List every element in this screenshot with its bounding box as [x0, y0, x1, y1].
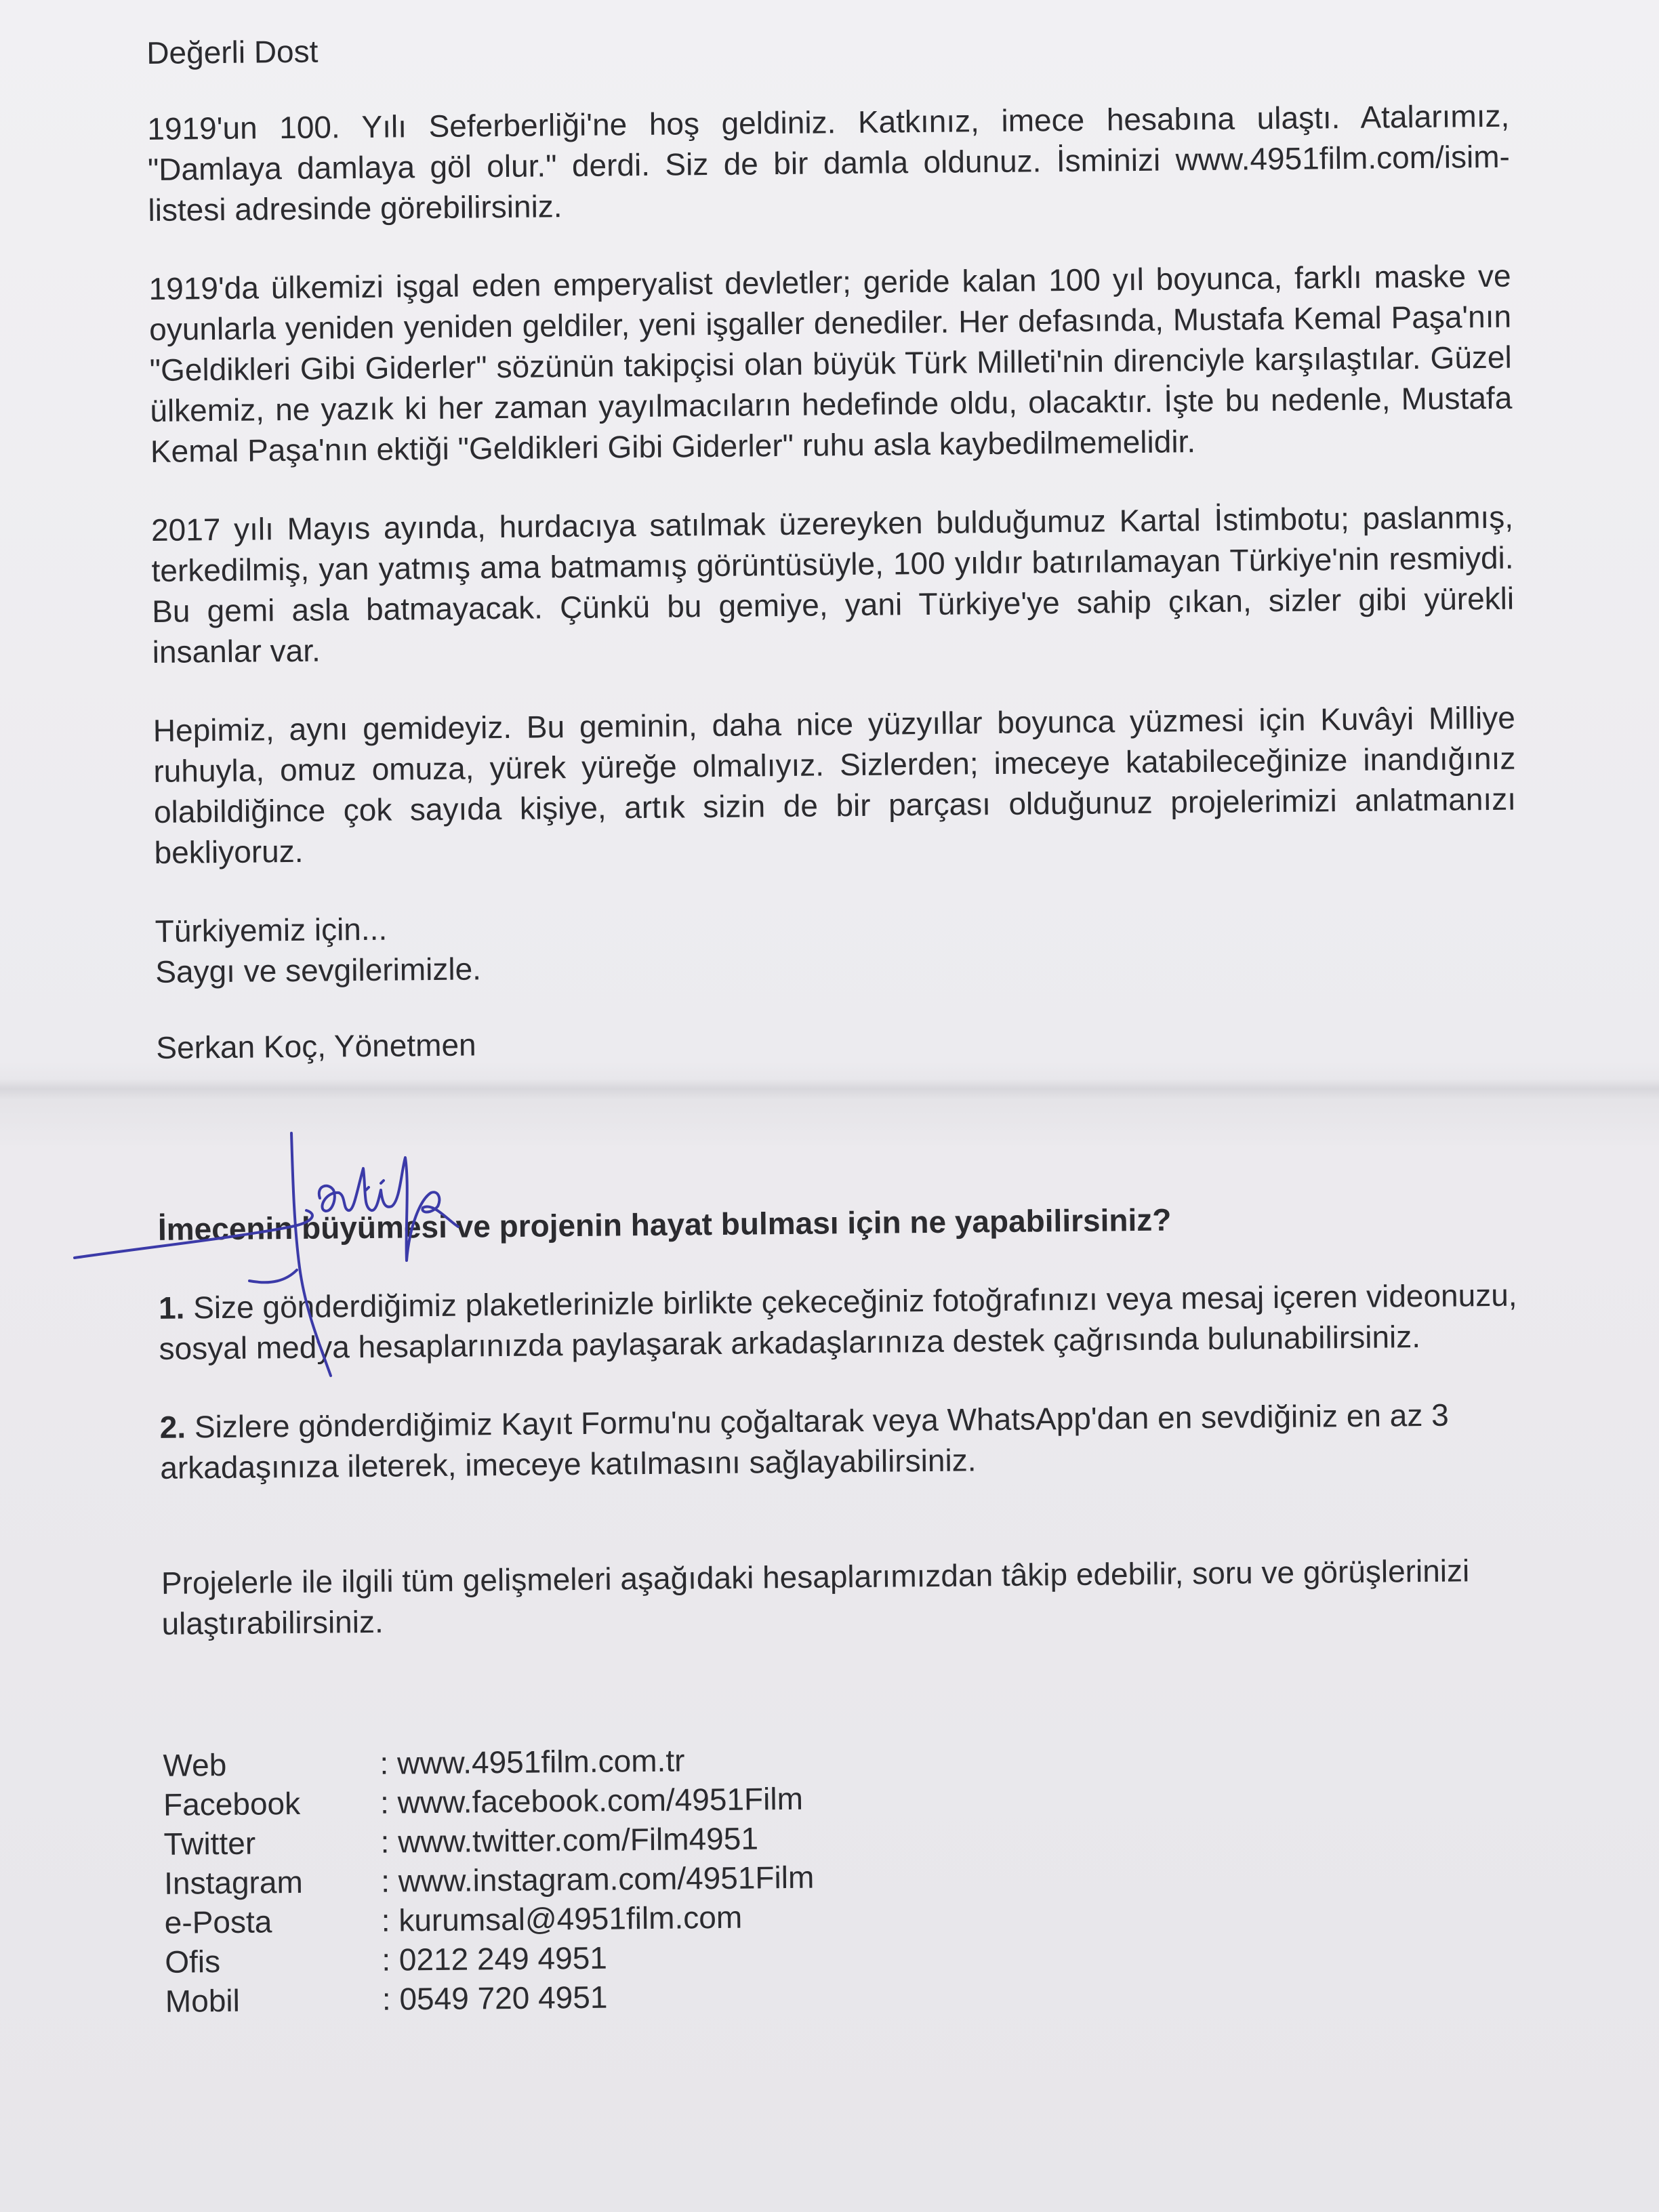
paragraph-1: 1919'un 100. Yılı Seferberliği'ne hoş geldiniz. Katkınız, imece hesabına ulaştı. Atalarımız, "Damlaya damlaya göl olur." derdi. Siz de bir damla oldunuz. İsminizi www.4951film.com/isim-listesi adresinde görebilirsiniz. — [147, 98, 1511, 228]
letter-content — [146, 20, 1528, 2021]
follow-text: Projelerle ile ilgili tüm gelişmeleri aşağıdaki hesaplarımızdan tâkip edebilir, soru ve görüşlerinizi ulaştırabilirsiniz. — [161, 1553, 1470, 1641]
contact-value-twitter: : www.twitter.com/Film4951 — [380, 1820, 759, 1860]
contact-value-email: : kurumsal@4951film.com — [381, 1899, 743, 1938]
list-item-number: 2. — [159, 1409, 186, 1445]
paragraph-4: Hepimiz, aynı gemideyiz. Bu geminin, daha nice yüzyıllar boyunca yüzmesi için Kuvâyi Milliye ruhuyla, omuz omuza, yürek yüreğe olmalıyız. Sizlerden; imeceye katabileceğinize inandığınız olabildiğince çok sayıda kişiye, artık sizin de bir parçası olduğunuz projelerimizi anlatmanızı bekliyoruz. — [152, 699, 1517, 870]
contacts-list — [163, 1733, 1528, 2021]
contact-value-facebook: : www.facebook.com/4951Film — [380, 1780, 804, 1820]
signer-name: Serkan Koç, Yönetmen — [156, 1027, 476, 1065]
question-heading: İmecenin büyümesi ve projenin hayat bulması için ne yapabilirsiniz? — [157, 1202, 1172, 1247]
contact-label-instagram: Instagram — [163, 1864, 303, 1901]
list-item-text: Sizlere gönderdiğimiz Kayıt Formu'nu çoğaltarak veya WhatsApp'dan en sevdiğiniz en az 3 arkadaşınıza ileterek, imeceye katılmasını sağlayabilirsiniz. — [160, 1397, 1449, 1486]
handwritten-signature-icon — [68, 1125, 556, 1382]
contact-value-web: : www.4951film.com.tr — [380, 1742, 685, 1781]
contact-label-twitter: Twitter — [163, 1825, 256, 1862]
contact-value-office: : 0212 249 4951 — [382, 1940, 608, 1978]
contact-value-mobile: : 0549 720 4951 — [382, 1979, 608, 2017]
paragraph-2: 1919'da ülkemizi işgal eden emperyalist devletler; geride kalan 100 yıl boyunca, farklı maske ve oyunlarla yeniden yeniden geldiler, yeni işgaller denediler. Her defasında, Mustafa Kemal Paşa'nın "Geldikleri Gibi Giderler" sözünün takipçisi olan büyük Türk Milleti'nin direnciyle karşılaştılar. Güzel ülkemiz, ne yazık ki her zaman yayılmacıların hedefinde oldu, olacaktır. İşte bu nedenle, Mustafa Kemal Paşa'nın ektiği "Geldikleri Gibi Giderler" ruhu asla kaybedilmemelidir. — [148, 258, 1513, 469]
contact-label-facebook: Facebook — [163, 1785, 301, 1822]
list-item-number: 1. — [158, 1290, 185, 1326]
list-item — [159, 1394, 1522, 1488]
closing-line-2: Saygı ve sevgilerimizle. — [155, 951, 482, 989]
list-item-text: Size gönderdiğimiz plaketlerinizle birlikte çekeceğiniz fotoğrafınızı veya mesaj içeren videonuzu, sosyal medya hesaplarınızda paylaşarak arkadaşlarınıza destek çağrısında bulunabilirsiniz. — [159, 1277, 1517, 1366]
contact-label-email: e-Posta — [164, 1904, 272, 1940]
closing — [155, 898, 1517, 992]
greeting: Değerli Dost — [146, 33, 319, 70]
closing-line-1: Türkiyemiz için... — [155, 911, 388, 949]
contact-label-office: Ofis — [165, 1944, 221, 1980]
contact-value-instagram: : www.instagram.com/4951Film — [380, 1859, 815, 1899]
contact-label-mobile: Mobil — [165, 1982, 241, 2019]
paragraph-3: 2017 yılı Mayıs ayında, hurdacıya satılmak üzereyken bulduğumuz Kartal İstimbotu; paslanmış, terkedilmiş, yan yatmış ama batmamış görüntüsüyle, 100 yıldır batırılamayan Türkiye'nin resmiydi. Bu gemi asla batmayacak. Çünkü bu gemiye, yani Türkiye'ye sahip çıkan, sizler gibi yürekli insanlar var. — [150, 499, 1515, 670]
contact-label-web: Web — [163, 1746, 227, 1783]
